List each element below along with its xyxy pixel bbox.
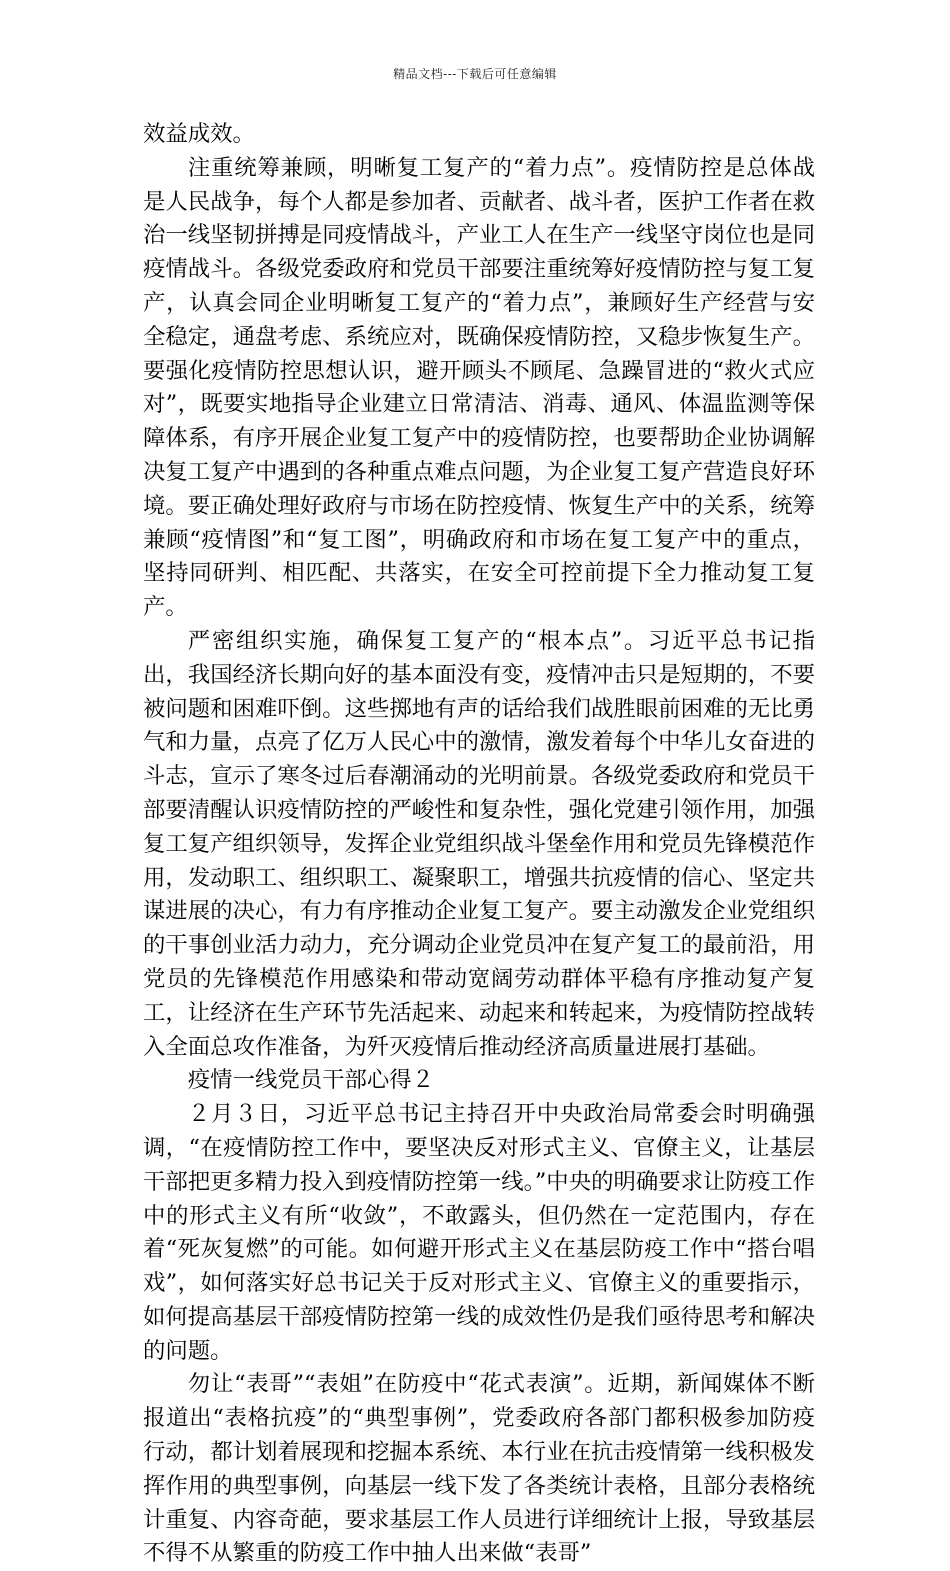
document-body: [143, 118, 815, 1571]
paragraph-organization: 严密组织实施，确保复工复产的“根本点”。习近平总书记指出，我国经济长期向好的基本面没有变，疫情冲击只是短期的，不要被问题和困难吓倒。这些掷地有声的话给我们战胜眼前困难的无比勇气和力量，点亮了亿万人民心中的激情，激发着每个中华儿女奋进的斗志，宣示了寒冬过后春潮涌动的光明前景。各级党委政府和党员干部要清醒认识疫情防控的严峻性和复杂性，强化党建引领作用，加强复工复产组织领导，发挥企业党组织战斗堡垒作用和党员先锋模范作用，发动职工、组织职工、凝聚职工，增强共抗疫情的信心、坚定共谋进展的决心，有力有序推动企业复工复产。要主动激发企业党组织的干事创业活力动力，充分调动企业党员冲在复产复工的最前沿，用党员的先锋模范作用感染和带动宽阔劳动群体平稳有序推动复产复工，让经济在生产环节先活起来、动起来和转起来，为疫情防控战转入全面总攻作准备，为歼灭疫情后推动经济高质量进展打基础。: [143, 627, 815, 1060]
paragraph-continuation: 效益成效。: [143, 121, 255, 147]
section-heading: 疫情一线党员干部心得２: [187, 1067, 435, 1094]
paragraph-forms: 勿让“表哥”“表姐”在防疫中“花式表演”。近期，新闻媒体不断报道出“表格抗疫”的“典型事例”，党委政府各部门都积极参加防疫行动，都计划着展现和挖掘本系统、本行业在抗击疫情第一线积极发挥作用的典型事例，向基层一线下发了各类统计表格，且部分表格统计重复、内容奇葩，要求基层工作人员进行详细统计上报，导致基层不得不从繁重的防疫工作中抽人出来做“表哥”: [143, 1371, 815, 1567]
paragraph-feb-3: ２月３日，习近平总书记主持召开中央政治局常委会时明确强调，“在疫情防控工作中，要坚决反对形式主义、官僚主义，让基层干部把更多精力投入到疫情防控第一线。”中央的明确要求让防疫工作中的形式主义有所“收敛”，不敢露头，但仍然在一定范围内，存在着“死灰复燃”的可能。如何避开形式主义在基层防疫工作中“搭台唱戏”，如何落实好总书记关于反对形式主义、官僚主义的重要指示，如何提高基层干部疫情防控第一线的成效性仍是我们亟待思考和解决的问题。: [143, 1101, 815, 1364]
page-header: 精品文档---下载后可任意编辑: [393, 67, 557, 81]
paragraph-coordination: 注重统筹兼顾，明晰复工复产的“着力点”。疫情防控是总体战是人民战争，每个人都是参加者、贡献者、战斗者，医护工作者在救治一线坚韧拼搏是同疫情战斗，产业工人在生产一线坚守岗位也是同疫情战斗。各级党委政府和党员干部要注重统筹好疫情防控与复工复产，认真会同企业明晰复工复产的“着力点”，兼顾好生产经营与安全稳定，通盘考虑、系统应对，既确保疫情防控，又稳步恢复生产。要强化疫情防控思想认识，避开顾头不顾尾、急躁冒进的“救火式应对”，既要实地指导企业建立日常清洁、消毒、通风、体温监测等保障体系，有序开展企业复工复产中的疫情防控，也要帮助企业协调解决复工复产中遇到的各种重点难点问题，为企业复工复产营造良好环境。要正确处理好政府与市场在防控疫情、恢复生产中的关系，统筹兼顾“疫情图”和“复工图”，明确政府和市场在复工复产中的重点，坚持同研判、相匹配、共落实，在安全可控前提下全力推动复工复产。: [143, 154, 815, 621]
